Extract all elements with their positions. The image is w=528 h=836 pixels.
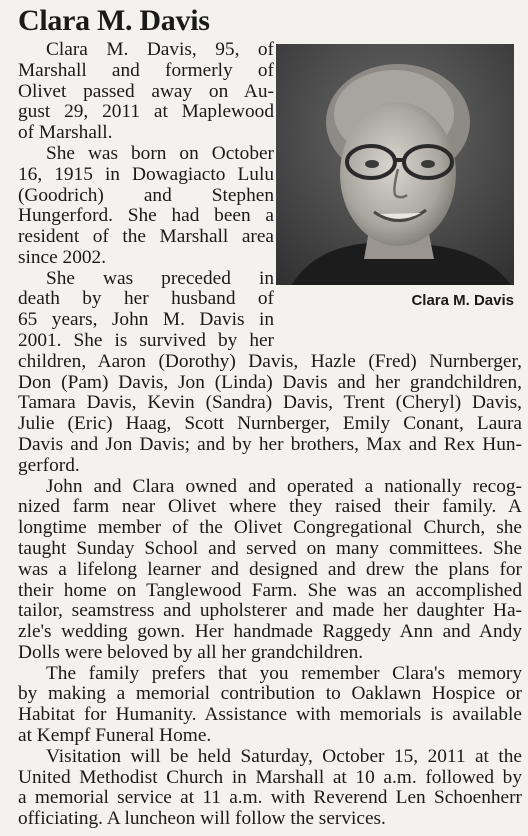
portrait-illustration xyxy=(276,44,514,285)
text-line: children, Aaron (Dorothy) Davis, Hazle (Fred) Nurnberger, xyxy=(18,351,522,372)
text-line: zle's wedding gown. Her handmade Raggedy Ann and Andy xyxy=(18,622,522,643)
text-line: of Marshall. xyxy=(18,123,113,144)
text-line: gerford. xyxy=(18,455,80,476)
text-line: She was born on October xyxy=(46,143,274,164)
text-line: gust 29, 2011 at Maplewood xyxy=(18,102,274,123)
text-line: officiating. A luncheon will follow the services. xyxy=(18,809,386,830)
text-line: since 2002. xyxy=(18,247,107,268)
text-line: Don (Pam) Davis, Jon (Linda) Davis and her grandchildren, xyxy=(18,372,522,393)
text-line: longtime member of the Olivet Congregational Church, she xyxy=(18,518,522,539)
portrait-photo xyxy=(276,44,514,285)
text-line: death by her husband of xyxy=(18,289,274,310)
text-line: a memorial service at 11 a.m. with Reverend Len Schoenherr xyxy=(18,788,522,809)
text-line: (Goodrich) and Stephen xyxy=(18,185,274,206)
text-line: United Methodist Church in Marshall at 10 a.m. followed by xyxy=(18,767,522,788)
text-line: Dolls were beloved by all her grandchildren. xyxy=(18,642,364,663)
text-line: Olivet passed away on Au- xyxy=(18,81,274,102)
text-line: Habitat for Humanity. Assistance with memorials is available xyxy=(18,705,522,726)
text-line: their home on Tanglewood Farm. She was an accomplished xyxy=(18,580,522,601)
text-line: Clara M. Davis, 95, of xyxy=(46,40,274,60)
text-line: Hungerford. She had been a xyxy=(18,206,274,227)
text-line: Julie (Eric) Haag, Scott Nurnberger, Emily Conant, Laura xyxy=(18,414,522,435)
text-line: was a lifelong learner and designed and drew the plans for xyxy=(18,559,522,580)
photo-caption: Clara M. Davis xyxy=(411,291,514,309)
text-line: Visitation will be held Saturday, October 15, 2011 at the xyxy=(46,746,522,767)
text-line: at Kempf Funeral Home. xyxy=(18,726,212,747)
text-line: The family prefers that you remember Clara's memory xyxy=(46,663,522,684)
headline: Clara M. Davis xyxy=(18,4,210,37)
text-line: tailor, seamstress and upholsterer and made her daughter Ha- xyxy=(18,601,522,622)
text-line: Marshall and formerly of xyxy=(18,60,274,81)
text-line: taught Sunday School and served on many committees. She xyxy=(18,538,522,559)
text-line: Tamara Davis, Kevin (Sandra) Davis, Trent (Cheryl) Davis, xyxy=(18,393,522,414)
text-line: resident of the Marshall area xyxy=(18,227,274,248)
text-line: She was preceded in xyxy=(46,268,274,289)
text-line: Davis and Jon Davis; and by her brothers, Max and Rex Hun- xyxy=(18,435,522,455)
text-line: 65 years, John M. Davis in xyxy=(18,310,274,331)
text-line: 2001. She is survived by her xyxy=(18,331,274,352)
text-line: John and Clara owned and operated a nationally recog- xyxy=(46,476,522,497)
text-line: nized farm near Olivet where they raised their family. A xyxy=(18,497,522,518)
text-line: by making a memorial contribution to Oaklawn Hospice or xyxy=(18,684,522,705)
text-line: 16, 1915 in Dowagiacto Lulu xyxy=(18,164,274,185)
